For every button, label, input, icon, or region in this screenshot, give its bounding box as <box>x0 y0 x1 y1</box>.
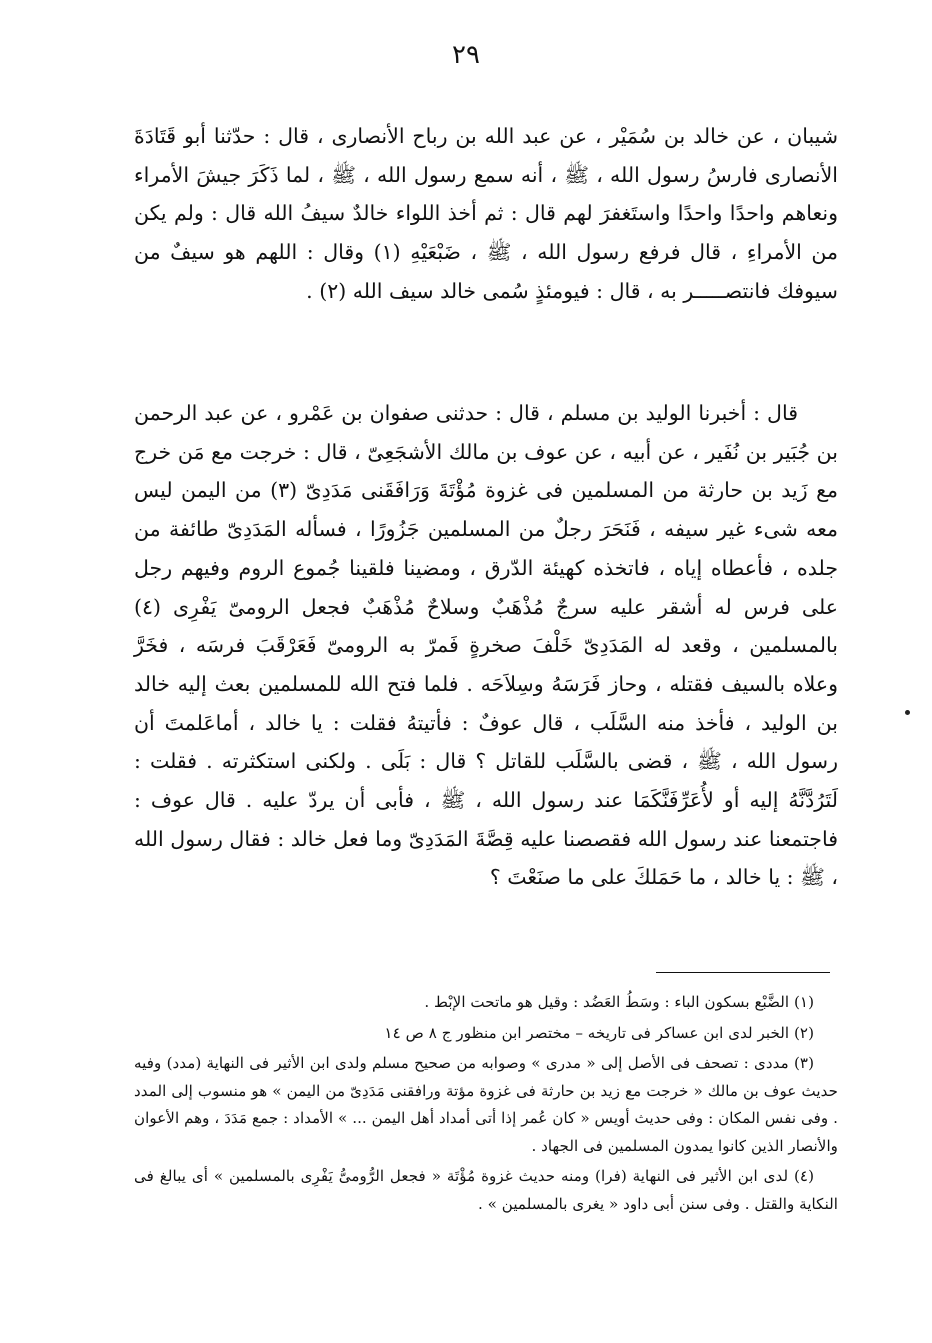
body-paragraph-1 <box>134 117 838 311</box>
footnote-1: (١) الضَّبْع بسكون الباء : وسَطُ العَضُد : وقيل هو ماتحت الإبْط . <box>424 993 814 1011</box>
body-paragraph-2 <box>134 394 838 897</box>
footnote-4: (٤) لدى ابن الأثير فى النهاية (فرا) ومنه حديث غزوة مُؤْتَة « فجعل الرُّومىُّ يَفْرِى بالمسلمين » أى يبالغ فى النكاية والقتل . وفى سنن أبى داود « يغرى بالمسلمين » . <box>134 1167 838 1213</box>
paragraph-text: شيبان ، عن خالد بن سُمَيْر ، عن عبد الله بن رباح الأنصارى ، قال : حدّثنا أبو قَتَادَةَ الأنصارى فارسُ رسول الله ، ﷺ ، أنه سمع رسول الله ، ﷺ ، لما ذَكَرَ جيشَ الأمراء ونعاهم واحدًا واحدًا واستَغفرَ لهم قال : ثم أخذ اللواء خالدٌ سيفُ الله قال : ولم يكن من الأمراءِ ، قال فرفع رسول الله ، ﷺ ، ضَبْعَيْهِ (١) وقال : اللهم هو سيفٌ من سيوفك فانتصـــــر به ، قال : فيومئذٍ سُمى خالد سيف الله (٢) . <box>134 124 839 303</box>
footnote-separator <box>656 972 830 973</box>
footnote-3: (٣) مددى : تصحف فى الأصل إلى « مدرى » وصوابه من صحيح مسلم ولدى ابن الأثير فى النهاية (مدد) وفيه حديث عوف بن مالك « خرجت مع زيد بن حارثة فى غزوة مؤتة ورافقنى مَدَدِىّ من اليمن » هو منسوب إلى المدد . وفى نفس المكان : وفى حديث أويس « كان عُمر إذا أتى أمداد أهل اليمن ... » الأمداد : جمع مَدَدَ ، وهم الأعوان والأنصار الذين كانوا يمدون المسلمين فى الجهاد . <box>134 1054 838 1155</box>
page-number: ٢٩ <box>452 40 480 70</box>
paragraph-text: قال : أخبرنا الوليد بن مسلم ، قال : حدثنى صفوان بن عَمْرو ، عن عبد الرحمن بن جُبَير بن نُفَير ، عن أبيه ، عن عوف بن مالك الأشجَعِىّ ، قال : خرجت مع مَن خرج مع زَيد بن حارثة من المسلمين فى غزوة مُؤْتَةَ وَرَافَقَنى مَدَدِىّ (٣) من اليمن ليس معه شىء غير سيفه ، فَنَحَرَ رجلٌ من المسلمين جَزُورًا ، فسأله المَدَدِىّ طائفة من جلده ، فأعطاه إياه ، فاتخذه كهيئة الدّرق ، ومضينا فلقينا جُموع الروم وفيهم رجل على فرس له أشقر عليه سرجٌ مُذْهَبٌ وسلاحٌ مُذْهَبٌ فجعل الرومىّ يَفْرِى (٤) بالمسلمين ، وقعد له المَدَدِىّ خَلْفَ صخرةٍ فَمرّ به الرومىّ فَعَرْقَبَ فرسَه ، فخَرَّ وعلاه بالسيف فقتله ، وحاز فَرَسَهُ وسِلاَحَه . فلما فتح الله للمسلمين بعث إليه خالد بن الوليد ، فأخذ منه السَّلَب ، قال عوفٌ : فأتيتهُ فقلت : يا خالد ، أماعَلمتَ أن رسول الله ، ﷺ ، قضى بالسَّلَب للقاتل ؟ قال : بَلَى . ولكنى استكثرته . فقلت : لَتَرُدَّنَّهُ إليه أو لأُعَرِّفَنَّكَمَا عند رسول الله ، ﷺ ، فأبى أن يردّ عليه . قال عوف : فاجتمعنا عند رسول الله فقصصنا عليه قِصَّةَ المَدَدِىّ وما فعل خالد : فقال رسول الله ، ﷺ : يا خالد ، ما حَمَلكَ على ما صنَعْتَ ؟ <box>134 401 838 890</box>
margin-dot <box>905 710 910 715</box>
footnotes <box>134 989 838 1221</box>
footnote-2: (٢) الخبر لدى ابن عساكر فى تاريخه – مختصر ابن منظور ج ٨ ص ١٤ <box>384 1023 814 1042</box>
